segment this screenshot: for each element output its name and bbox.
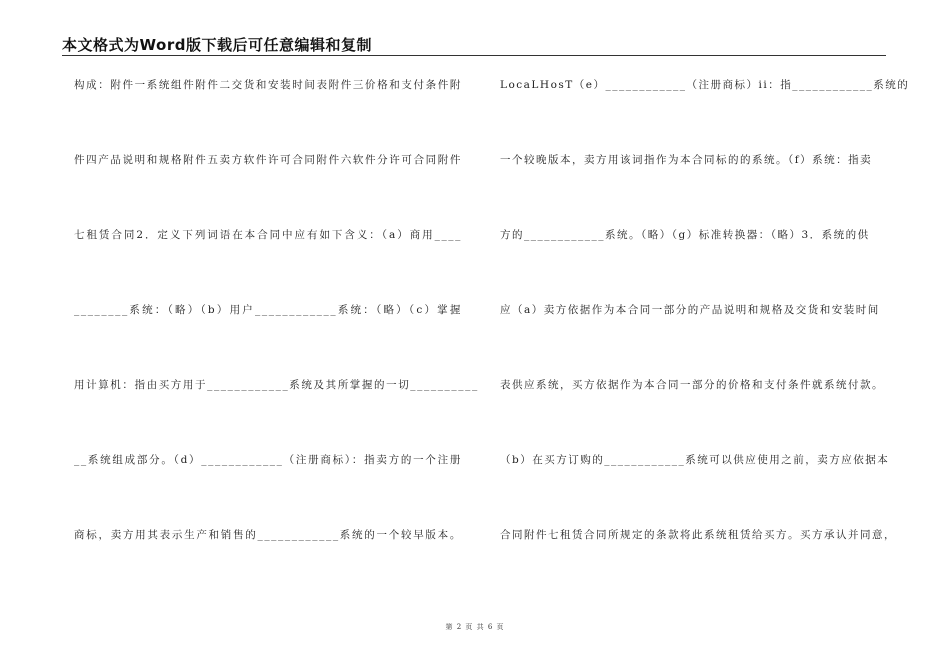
document-title: 本文格式为Word版下载后可任意编辑和复制: [62, 36, 372, 54]
header-divider: [62, 55, 886, 56]
text-line: 件四产品说明和规格附件五卖方软件许可合同附件六软件分许可合同附件: [74, 154, 462, 166]
text-line: LocaLHosT（e）____________（注册商标）ii：指____________系统的: [500, 79, 910, 91]
page-header: [62, 34, 886, 54]
text-line: 应（a）卖方依据作为本合同一部分的产品说明和规格及交货和安装时间: [500, 304, 880, 316]
text-line: 商标，卖方用其表示生产和销售的____________系统的一个较早版本。: [74, 529, 462, 541]
page-number: 第 2 页 共 6 页: [445, 623, 505, 631]
text-line: 表供应系统，买方依据作为本合同一部分的价格和支付条件就系统付款。: [500, 379, 884, 391]
text-line: （b）在买方订购的____________系统可以供应使用之前，卖方应依据本: [500, 454, 890, 466]
right-text-column: [500, 78, 910, 603]
text-line: 用计算机：指由买方用于____________系统及其所掌握的一切__________: [74, 379, 479, 391]
text-line: 一个较晚版本，卖方用该词指作为本合同标的的系统。（f）系统：指卖: [500, 154, 873, 166]
text-line: 构成：附件一系统组件附件二交货和安装时间表附件三价格和支付条件附: [74, 79, 462, 91]
left-text-column: [74, 78, 479, 603]
text-line: __系统组成部分。（d）____________（注册商标）：指卖方的一个注册: [74, 454, 462, 466]
text-line: ________系统：（略）（b）用户____________系统：（略）（c）掌握: [74, 304, 462, 316]
text-line: 方的____________系统。（略）（g）标准转换器：（略）3．系统的供: [500, 229, 870, 241]
text-line: 七租赁合同2．定义下列词语在本合同中应有如下含义：（a）商用____: [74, 229, 462, 241]
text-line: 合同附件七租赁合同所规定的条款将此系统租赁给买方。买方承认并同意，: [500, 529, 896, 541]
